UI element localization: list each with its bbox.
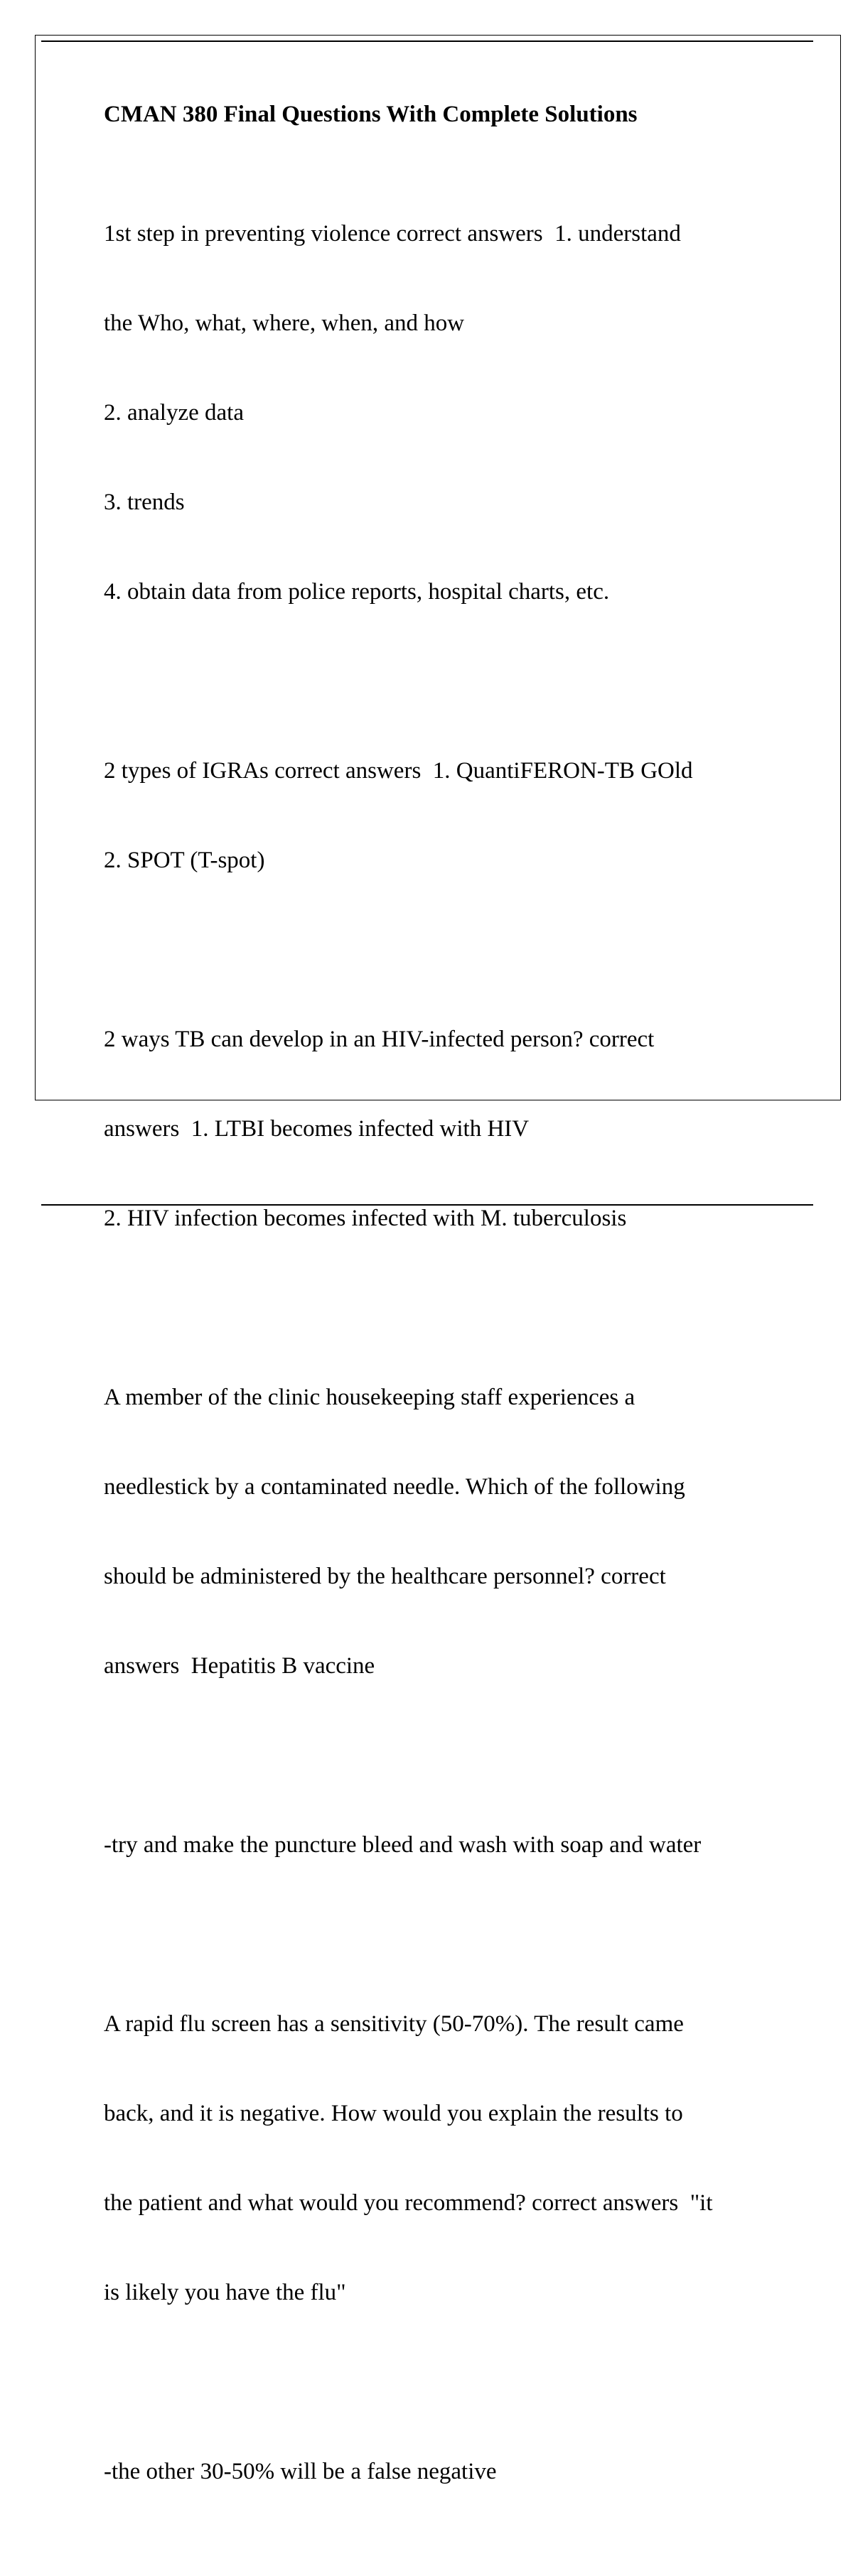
text-line: 3. trends — [104, 489, 185, 515]
text-line: -the other 30-50% will be a false negative — [104, 2459, 497, 2484]
text-line: the patient and what would you recommend? correct answers "it — [104, 2190, 713, 2216]
qa-block-needlestick-note — [104, 1770, 786, 1920]
text-line: 2 ways TB can develop in an HIV-infected person? correct — [104, 1027, 655, 1052]
text-line: should be administered by the healthcare personnel? correct — [104, 1564, 666, 1589]
text-line: answers 1. LTBI becomes infected with HIV — [104, 1116, 530, 1142]
text-line: needlestick by a contaminated needle. Which of the following — [104, 1474, 685, 1500]
text-line: 2. analyze data — [104, 400, 244, 426]
text-line: A member of the clinic housekeeping staff experiences a — [104, 1385, 635, 1410]
text-line: 2. SPOT (T-spot) — [104, 848, 265, 873]
document-body — [104, 99, 786, 2576]
text-line: 2. HIV infection becomes infected with M. tuberculosis — [104, 1206, 627, 1231]
text-line: back, and it is negative. How would you explain the results to — [104, 2101, 683, 2126]
header-rule — [41, 40, 813, 42]
text-line: 1st step in preventing violence correct answers 1. understand — [104, 221, 681, 247]
qa-block-needlestick — [104, 1323, 786, 1741]
qa-block-violence-prevention — [104, 159, 786, 666]
qa-block-rapid-flu-note — [104, 2397, 786, 2546]
text-line: answers Hepatitis B vaccine — [104, 1653, 375, 1679]
text-line: 2 types of IGRAs correct answers 1. QuantiFERON-TB GOld — [104, 758, 693, 784]
text-line: 4. obtain data from police reports, hospital charts, etc. — [104, 579, 610, 605]
document-title: CMAN 380 Final Questions With Complete Solutions — [104, 102, 638, 127]
text-line: A rapid flu screen has a sensitivity (50-70%). The result came — [104, 2011, 684, 2037]
qa-block-tb-hiv — [104, 965, 786, 1293]
text-line: -try and make the puncture bleed and wash with soap and water — [104, 1832, 702, 1858]
qa-block-igras — [104, 696, 786, 935]
text-line: is likely you have the flu" — [104, 2280, 346, 2305]
text-line: the Who, what, where, when, and how — [104, 310, 465, 336]
qa-block-rapid-flu — [104, 1949, 786, 2367]
